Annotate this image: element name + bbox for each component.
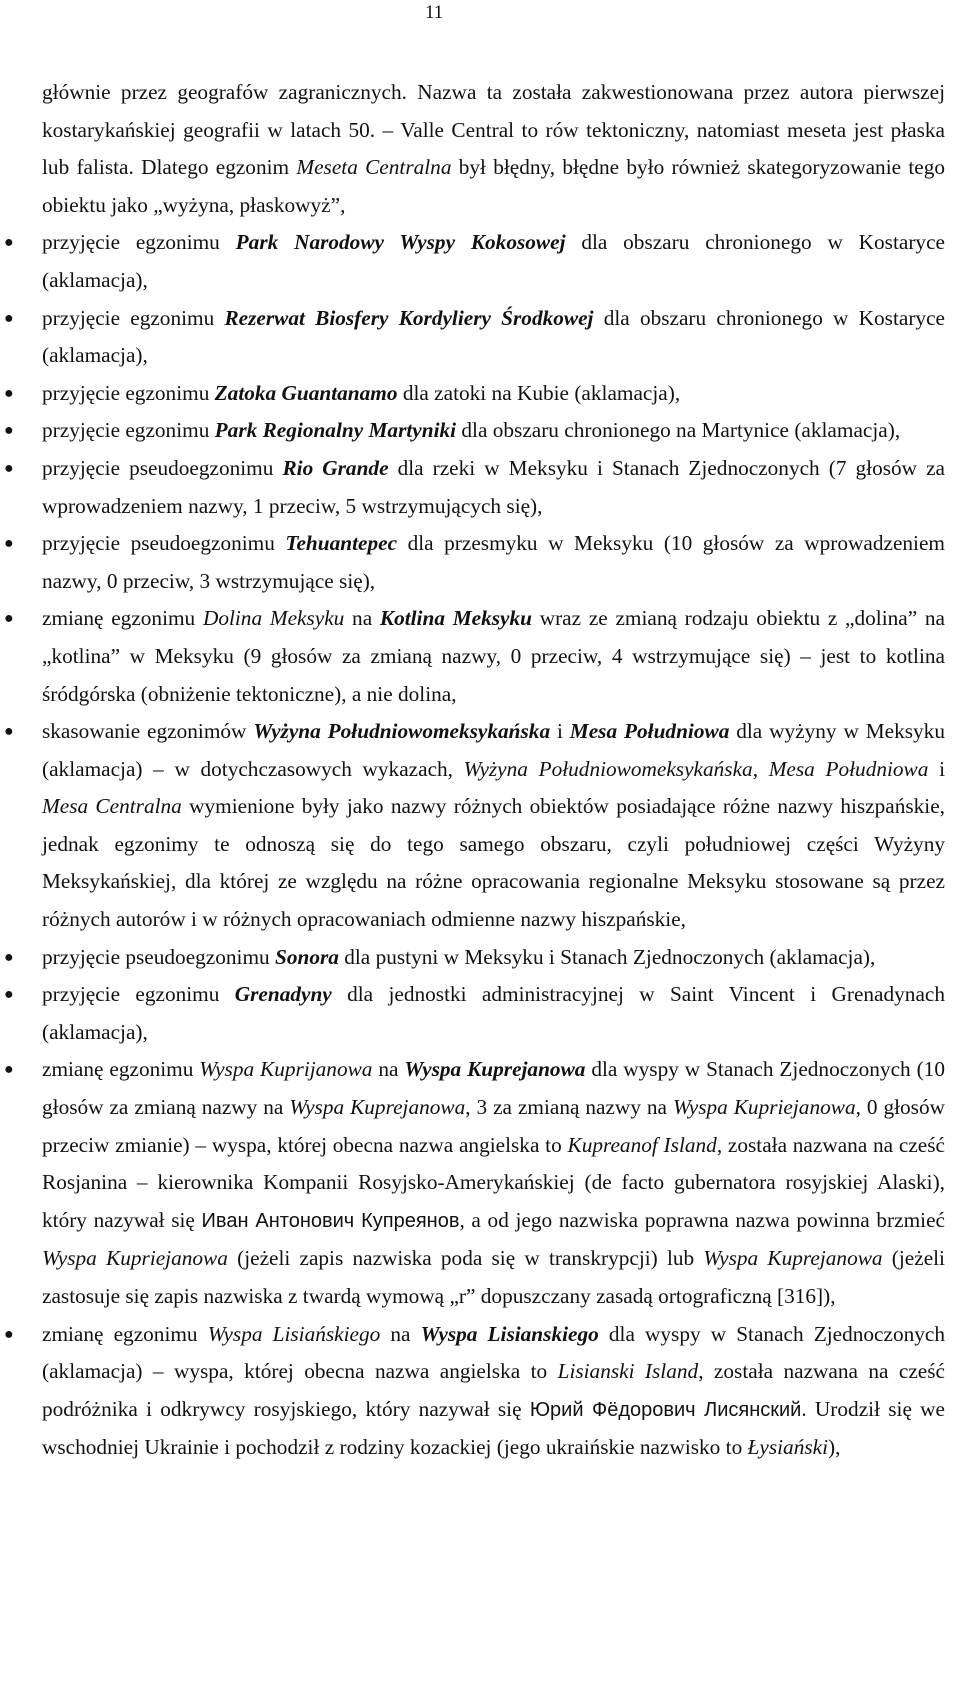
bullet-icon: ● [4,1325,14,1343]
text-run: dla rzeki w Meksyku i Stanach Zjednoczonych (7 głosów za wprowadzeniem nazwy, 1 przeciw, 5 wstrzymujących się), [42,455,945,518]
text-run: dla przesmyku w Meksyku (10 głosów za wprowadzeniem nazwy, 0 przeciw, 3 wstrzymujące się), [42,531,945,593]
italic-name: Meseta Centralna [296,155,452,180]
text-run: przyjęcie egzonimu [42,418,215,443]
text-run: i [928,756,945,781]
italic-name: Wyspa Kupriejanowa [672,1095,856,1120]
cyrillic-name: Юрий Фёдорович Лисянский [529,1398,802,1421]
text-run: zmianę egzonimu [42,1321,208,1346]
text-run: dla obszaru chronionego w Kostaryce (aklamacja), [42,305,945,368]
emphasized-name: Park Regionalny Martyniki [214,418,457,443]
italic-name: Lisianski Island [557,1359,699,1384]
bullet-icon: ● [4,986,14,1004]
text-run: był błędny, błędne było również skategoryzowanie tego obiektu jako „wyżyna, płaskowyż”, [42,155,945,217]
emphasized-name: Wyżyna Południowomeksykańska [253,719,551,744]
bullet-icon: ● [4,234,14,252]
text-run: dla wyspy w Stanach Zjednoczonych (10 głosów za zmianą nazwy na [42,1057,945,1120]
emphasized-name: Wyspa Lisianskiego [420,1321,599,1346]
emphasized-name: Mesa Południowa [569,719,730,744]
list-item [4,713,946,939]
text-run: , została nazwana na cześć podróżnika i odkrywcy rosyjskiego, który nazywał się [42,1359,945,1421]
text-run: przyjęcie egzonimu [42,230,236,255]
bullet-icon: ● [4,1061,14,1079]
list-item [4,976,945,1051]
list-item [4,939,945,977]
italic-name: Wyspa Kuprijanowa [199,1057,373,1082]
bullet-icon: ● [4,384,14,402]
list-item [4,600,946,713]
list-item [4,375,945,413]
list-item [4,224,945,299]
text-run: , została nazwana na cześć Rosjanina – kierownika Kompanii Rosyjsko-Amerykańskiej (de facto gubernatora rosyjskiej Alaski), który nazywał się [42,1132,945,1232]
bullet-icon: ● [4,948,14,966]
italic-name: Mesa Południowa [768,756,929,781]
list-item [4,525,945,600]
bullet-icon: ● [4,422,14,440]
emphasized-name: Wyspa Kuprejanowa [404,1057,586,1082]
intro-paragraph [42,74,945,224]
text-run: wymienione były jako nazwy różnych obiektów posiadające różne nazwy hiszpańskie, jednak egzonimy te odnoszą się do tego samego obszaru, czyli południowej części Wyżyny Meksykańskiej, dla której ze względu na różne opracowania regionalne Meksyku stosowane są przez różnych autorów i w różnych opracowaniach odmienne nazwy hiszpańskie, [42,794,946,932]
list-item [4,450,945,525]
page-body [4,74,946,1467]
italic-name: Wyżyna Południowomeksykańska [463,756,753,781]
italic-name: Mesa Centralna [42,794,182,819]
cyrillic-name: Иван Антонович Купреянов [201,1209,460,1232]
text-run: na [380,1321,421,1346]
emphasized-name: Tehuantepec [285,531,398,556]
emphasized-name: Rezerwat Biosfery Kordyliery Środkowej [224,305,594,330]
italic-name: Kupreanof Island [567,1132,717,1157]
list-item [4,1316,946,1467]
italic-name: Wyspa Lisiańskiego [207,1321,381,1346]
text-run: , 3 za zmianą nazwy na [465,1095,673,1120]
bullet-icon: ● [4,309,14,327]
text-run: zmianę egzonimu [42,606,203,631]
text-run: , [752,756,769,781]
emphasized-name: Zatoka Guantanamo [214,380,398,405]
text-run: przyjęcie egzonimu [42,305,225,330]
bullet-icon: ● [4,459,14,477]
bullet-icon: ● [4,535,14,553]
text-run: dla jednostki administracyjnej w Saint Vincent i Grenadynach (aklamacja), [42,982,945,1044]
bullet-icon: ● [4,610,14,628]
text-run: skasowanie egzonimów [42,719,254,744]
text-run: , 0 głosów przeciw zmianie) – wyspa, której obecna nazwa angielska to [42,1095,945,1157]
text-run: dla pustyni w Meksyku i Stanach Zjednoczonych (aklamacja), [338,944,876,969]
text-run: przyjęcie pseudoegzonimu [42,944,275,969]
text-run: dla wyspy w Stanach Zjednoczonych (aklamacja) – wyspa, której obecna nazwa angielska to [42,1321,946,1384]
list-item [4,1051,945,1315]
list-item [4,412,945,450]
emphasized-name: Rio Grande [282,455,389,480]
text-run: . Urodził się we wschodniej Ukrainie i pochodził z rodziny kozackiej (jego ukraińskie nazwisko to [42,1396,946,1460]
italic-name: Wyspa Kuprejanowa [289,1095,466,1120]
text-run: dla wyżyny w Meksyku (aklamacja) – w dotychczasowych wykazach, [42,719,945,781]
italic-name: Wyspa Kupriejanowa [42,1246,228,1271]
text-run: ), [828,1435,841,1460]
text-run: przyjęcie pseudoegzonimu [42,455,283,480]
italic-name: Dolina Meksyku [202,606,345,631]
decision-list [4,224,946,1467]
text-run: , a od jego nazwiska poprawna nazwa powinna brzmieć [459,1207,945,1232]
text-run: i [550,719,570,744]
text-run: (jeżeli zapis nazwiska poda się w transkrypcji) lub [227,1246,704,1271]
text-run: przyjęcie pseudoegzonimu [42,531,286,556]
list-item [4,300,945,375]
italic-name: Łysiański [747,1435,829,1460]
emphasized-name: Sonora [275,944,339,969]
text-run: dla zatoki na Kubie (aklamacja), [397,380,681,405]
emphasized-name: Kotlina Meksyku [379,606,532,631]
text-run: przyjęcie egzonimu [42,380,215,405]
text-run: dla obszaru chronionego w Kostaryce (aklamacja), [42,230,945,292]
italic-name: Wyspa Kuprejanowa [703,1246,883,1271]
text-run: dla obszaru chronionego na Martynice (aklamacja), [456,418,901,443]
text-run: głównie przez geografów zagranicznych. Nazwa ta została zakwestionowana przez autora pierwszej kostarykańskiej geografii w latach 50. – Valle Central to rów tektoniczny, natomiast meseta jest płaska lub falista. Dlatego egzonim [42,80,945,180]
text-run: wraz ze zmianą rodzaju obiektu z „dolina” na „kotlina” w Meksyku (9 głosów za zmianą nazwy, 0 przeciw, 4 wstrzymujące się) – jest to kotlina śródgórska (obniżenie tektoniczne), a nie dolina, [42,606,946,706]
text-run: zmianę egzonimu [42,1057,200,1082]
emphasized-name: Park Narodowy Wyspy Kokosowej [235,230,566,255]
text-run: (jeżeli zastosuje się zapis nazwiska z twardą wymową „r” dopuszczany zasadą ortograficzną [316]), [42,1246,945,1308]
emphasized-name: Grenadyny [234,982,332,1007]
page-number: 11 [425,2,444,23]
text-run: na [344,606,380,631]
bullet-icon: ● [4,723,14,741]
text-run: na [372,1057,405,1082]
text-run: przyjęcie egzonimu [42,982,235,1007]
